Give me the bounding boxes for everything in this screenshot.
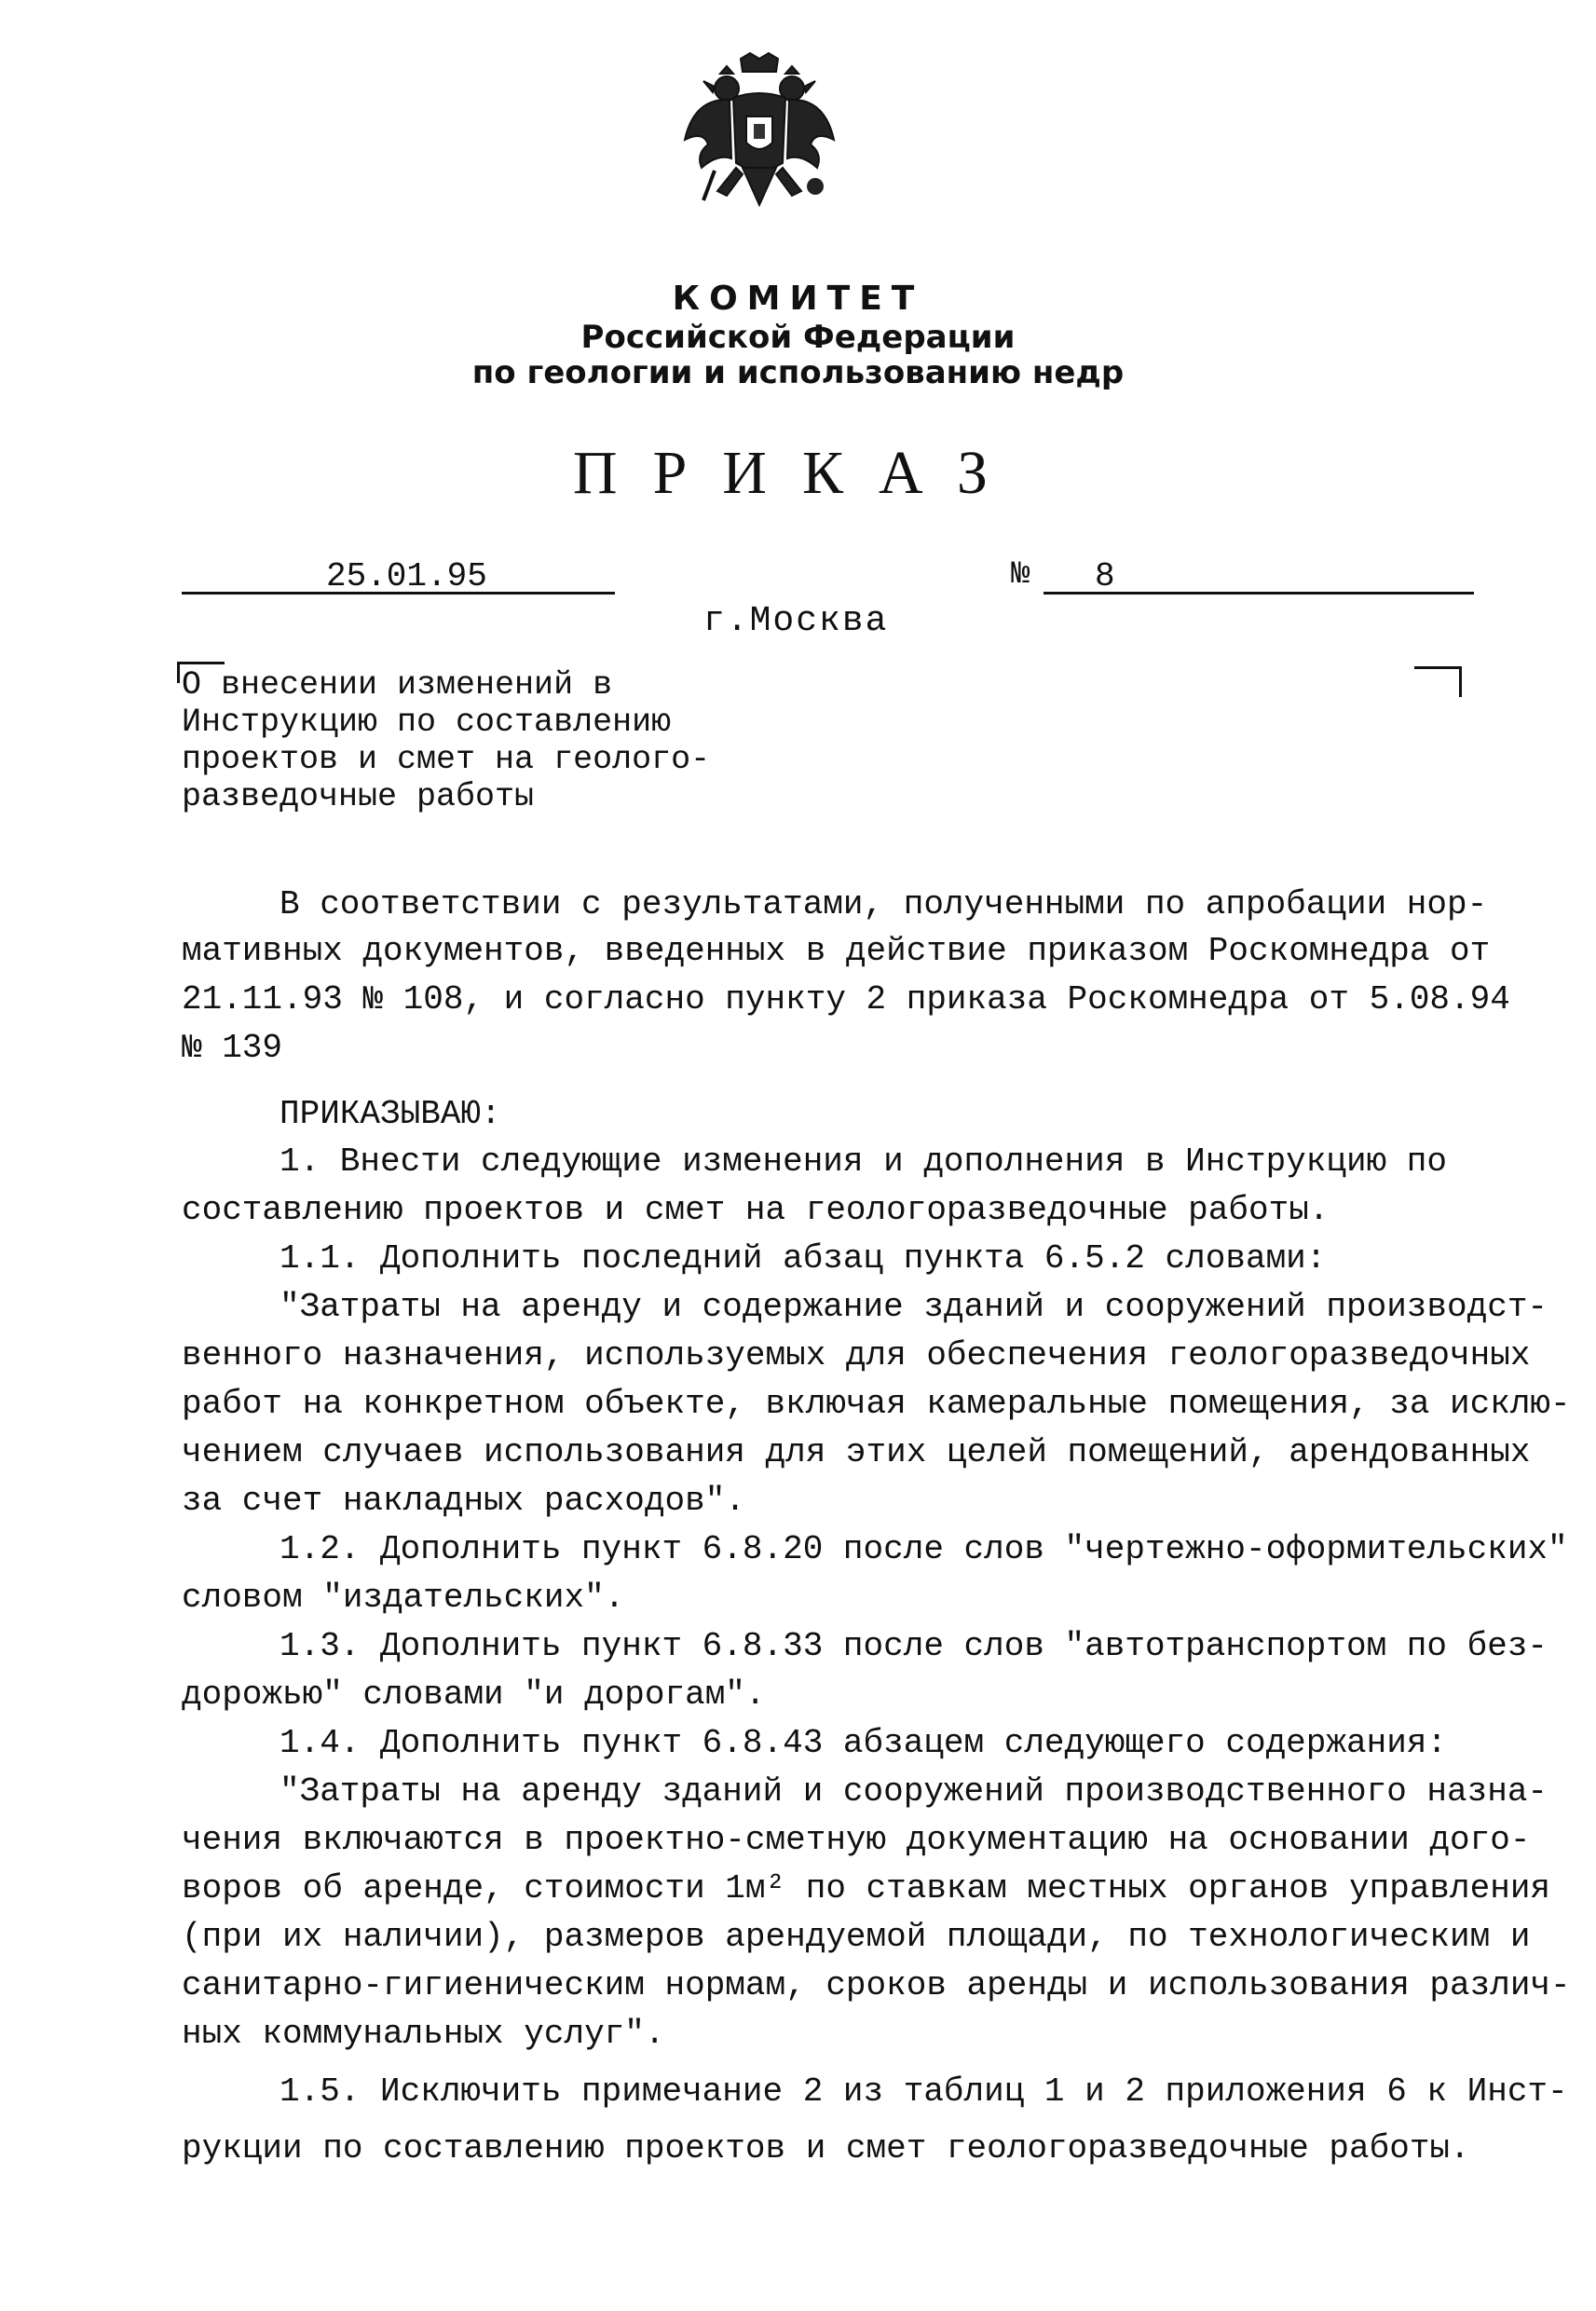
body-line: (при их наличии), размеров арендуемой площади, по технологическим и [182, 1918, 1531, 1956]
number-sign: № [1011, 557, 1030, 593]
body-line: 1.4. Дополнить пункт 6.8.43 абзацем следующего содержания: [280, 1724, 1448, 1762]
body-line: работ на конкретном объекте, включая камеральные помещения, за исклю- [182, 1385, 1571, 1423]
document-type-title: ПРИКАЗ [572, 439, 1024, 507]
body-line: 1.2. Дополнить пункт 6.8.20 после слов "чертежно-оформительских" [280, 1530, 1568, 1568]
body-line: 21.11.93 № 108, и согласно пункту 2 приказа Роскомнедра от 5.08.94 [182, 980, 1510, 1019]
order-number: 8 [1095, 557, 1115, 595]
subject-line: проектов и смет на геолого- [182, 741, 711, 778]
body-line: воров об аренде, стоимости 1м² по ставкам местных органов управления [182, 1869, 1551, 1908]
state-emblem-icon [675, 51, 843, 224]
body-line: дорожью" словами "и дорогам". [182, 1675, 766, 1714]
body-line: составлению проектов и смет на геологоразведочные работы. [182, 1191, 1330, 1229]
body-line: № 139 [182, 1029, 283, 1067]
order-subject [182, 666, 710, 815]
subject-bracket-right [1414, 666, 1462, 697]
body-line: 1.1. Дополнить последний абзац пункта 6.5.2 словами: [280, 1239, 1327, 1278]
body-line: В соответствии с результатами, полученными по апробации нор- [280, 885, 1488, 923]
body-line: рукции по составлению проектов и смет геологоразведочные работы. [182, 2129, 1470, 2167]
body-line: мативных документов, введенных в действие приказом Роскомнедра от [182, 932, 1491, 970]
order-date: 25.01.95 [326, 557, 487, 595]
body-line: ных коммунальных услуг". [182, 2015, 665, 2053]
body-line: чения включаются в проектно-сметную документацию на основании дого- [182, 1821, 1531, 1859]
subject-line: разведочные работы [182, 778, 535, 815]
committee-subtitle-2: по геологии и использованию недр [471, 354, 1125, 391]
body-line: 1.3. Дополнить пункт 6.8.33 после слов "автотранспортом по без- [280, 1627, 1548, 1665]
subject-line: Инструкцию по составлению [182, 704, 672, 741]
committee-subtitle: Российской Федерации [580, 319, 1016, 356]
committee-title: КОМИТЕТ [672, 280, 924, 318]
body-line: 1.5. Исключить примечание 2 из таблиц 1 и 2 приложения 6 к Инст- [280, 2072, 1568, 2111]
body-line: за счет накладных расходов". [182, 1482, 745, 1520]
body-line: 1. Внести следующие изменения и дополнения в Инструкцию по [280, 1142, 1448, 1181]
body-line: чением случаев использования для этих целей помещений, арендованных [182, 1433, 1531, 1471]
body-line: ПРИКАЗЫВАЮ: [280, 1095, 501, 1133]
body-line: венного назначения, используемых для обеспечения геологоразведочных [182, 1336, 1531, 1374]
body-line: словом "издательских". [182, 1579, 625, 1617]
city-name: г.Москва [703, 601, 889, 641]
body-line: "Затраты на аренду и содержание зданий и сооружений производст- [280, 1288, 1548, 1326]
subject-line: О внесении изменений в [182, 666, 613, 704]
body-line: "Затраты на аренду зданий и сооружений производственного назна- [280, 1772, 1548, 1811]
body-line: санитарно-гигиеническим нормам, сроков аренды и использования различ- [182, 1966, 1571, 2004]
